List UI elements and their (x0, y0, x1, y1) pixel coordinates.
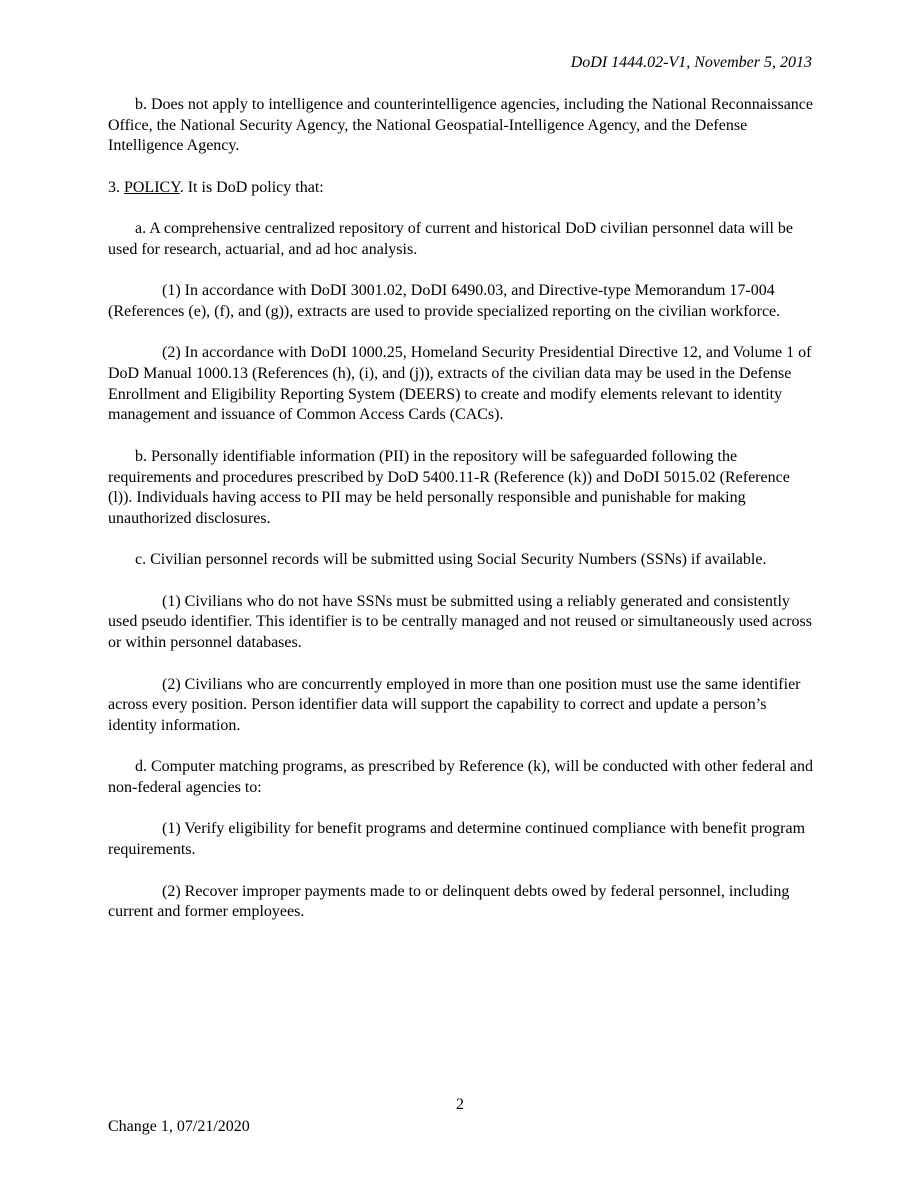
paragraph-3a2: (2) In accordance with DoDI 1000.25, Homeland Security Presidential Directive 12, and Volume 1 of DoD Manual 1000.13 (References (h), (i), and (j)), extracts of the civilian data may be used in the Defense Enrollment and Eligibility Reporting System (DEERS) to create and modify elements relevant to identity management and issuance of Common Access Cards (CACs). (108, 344, 812, 424)
paragraph-3d: d. Computer matching programs, as prescribed by Reference (k), will be conducted with other federal and non-federal agencies to: (108, 758, 813, 797)
policy-intro: . It is DoD policy that: (179, 178, 324, 196)
running-header: DoDI 1444.02-V1, November 5, 2013 (570, 54, 812, 71)
section-number: 3. (108, 178, 124, 196)
change-note: Change 1, 07/21/2020 (108, 1118, 250, 1135)
policy-section-heading (108, 178, 814, 199)
paragraph-3d1: (1) Verify eligibility for benefit programs and determine continued compliance with benefit program requirements. (108, 820, 806, 859)
paragraph-3c: c. Civilian personnel records will be submitted using Social Security Numbers (SSNs) if available. (135, 551, 767, 569)
paragraph-2b: b. Does not apply to intelligence and counterintelligence agencies, including the National Reconnaissance Office, the National Security Agency, the National Geospatial-Intelligence Agency, and the Defense Intelligence Agency. (108, 96, 813, 155)
paragraph-3a: a. A comprehensive centralized repository of current and historical DoD civilian personnel data will be used for research, actuarial, and ad hoc analysis. (108, 220, 793, 258)
paragraph-3a1: (1) In accordance with DoDI 3001.02, DoDI 6490.03, and Directive-type Memorandum 17-004 (References (e), (f), and (g)), extracts are used to provide specialized reporting on the civilian workforce. (108, 282, 781, 320)
policy-heading: POLICY (124, 178, 180, 196)
paragraph-3c1: (1) Civilians who do not have SSNs must be submitted using a reliably generated and consistently used pseudo identifier. This identifier is to be centrally managed and not reused or simultaneously used across or within personnel databases. (108, 592, 812, 652)
paragraph-3b: b. Personally identifiable information (PII) in the repository will be safeguarded following the requirements and procedures prescribed by DoD 5400.11-R (Reference (k)) and DoDI 5015.02 (Reference (l)). Individuals having access to PII may be held personally responsible and punishable for making unauthorized disclosures. (108, 447, 790, 527)
paragraph-3c2: (2) Civilians who are concurrently employed in more than one position must use the same identifier across every position. Person identifier data will support the capability to correct and update a person’s identity information. (108, 675, 801, 734)
document-body (108, 95, 814, 944)
page-number: 2 (456, 1096, 464, 1113)
paragraph-3d2: (2) Recover improper payments made to or delinquent debts owed by federal personnel, including current and former employees. (108, 882, 790, 921)
